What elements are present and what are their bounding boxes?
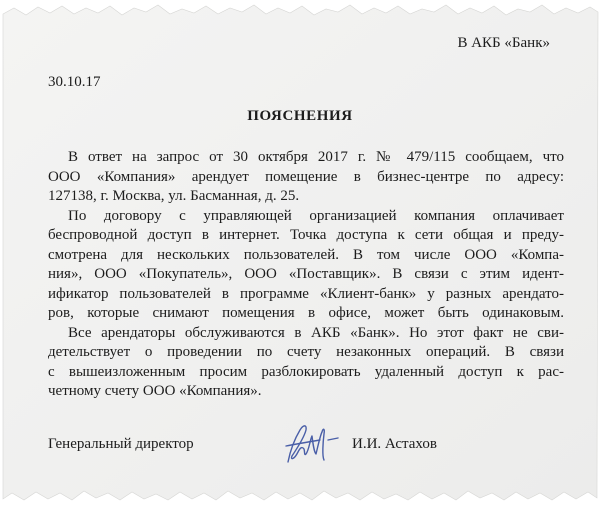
text-line: По договору с управляющей организацией компания оплачивает bbox=[68, 207, 564, 224]
text-line: В ответ на запрос от 30 октября 2017 г. № 479/115 сообщаем, что bbox=[68, 149, 564, 165]
text-line: беспроводной доступ в интернет. Точка доступа к сети общая и преду- bbox=[48, 227, 564, 243]
handwritten-signature bbox=[278, 416, 348, 470]
text-line: смотрена для нескольких пользователей. В том числе ООО «Компа- bbox=[48, 246, 564, 263]
signer-position: Генеральный директор bbox=[48, 436, 194, 452]
text-line: ния», ООО «Покупатель», ООО «Поставщик». В связи с этим идент- bbox=[48, 266, 564, 282]
text-line: ров, которые снимают помещения в офисе, может быть одинаковым. bbox=[48, 305, 564, 321]
text-line: 127138, г. Москва, ул. Басманная, д. 25. bbox=[48, 188, 300, 204]
text-line: ООО «Компания» арендует помещение в бизнес-центре по адресу: bbox=[48, 168, 564, 185]
signature-block bbox=[48, 436, 564, 460]
signer-name: И.И. Астахов bbox=[352, 436, 437, 452]
text-line: четному счету ООО «Компания». bbox=[48, 383, 262, 399]
addressee: В АКБ «Банк» bbox=[457, 35, 550, 51]
document-title: ПОЯСНЕНИЯ bbox=[247, 108, 353, 124]
document-date: 30.10.17 bbox=[48, 74, 101, 90]
text-line: ификатор пользователей в программе «Клиент-банк» у разных арендато- bbox=[48, 285, 564, 302]
paragraph-2 bbox=[48, 207, 564, 324]
text-line: с вышеизложенным просим разблокировать удаленный доступ к рас- bbox=[48, 363, 564, 380]
text-line: Все арендаторы обслуживаются в АКБ «Банк». Но этот факт не сви- bbox=[68, 324, 564, 341]
text-line: детельствует о проведении по счету незаконных операций. В связи bbox=[48, 344, 564, 360]
paragraph-1 bbox=[48, 148, 564, 207]
document-body bbox=[48, 148, 564, 402]
paragraph-3 bbox=[48, 324, 564, 402]
